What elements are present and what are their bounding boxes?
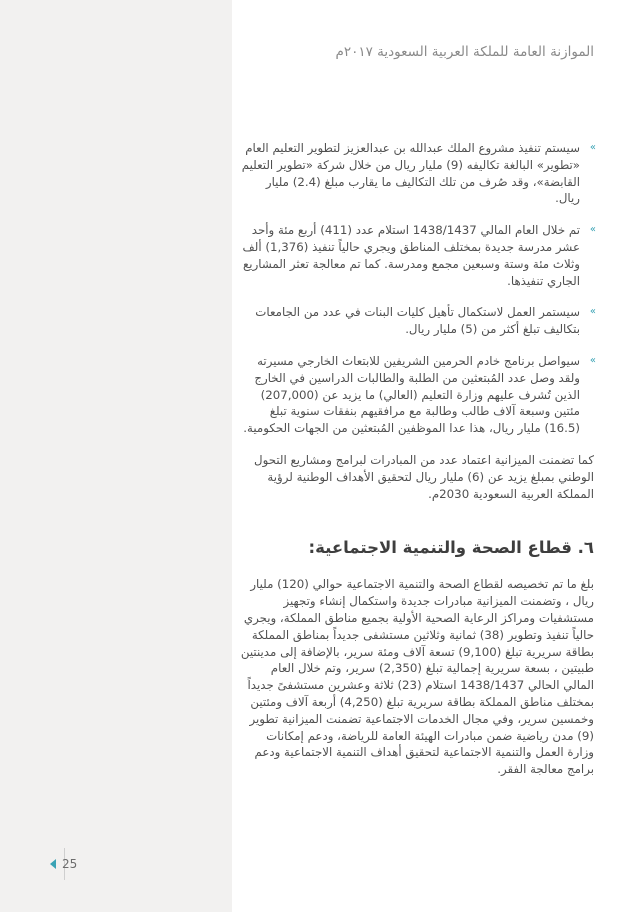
page-number: 25 [62,857,78,871]
left-margin-panel [0,0,232,912]
bullet-chevron-icon: » [589,224,596,236]
bullet-chevron-icon: » [589,306,596,318]
bullet-chevron-icon: » [589,142,596,153]
document-header-title: الموازنة العامة للملكة العربية السعودية ٢٠١٧م [335,44,594,60]
bullet-item [240,140,594,207]
bullet-item [240,304,594,338]
bullet-text: سيواصل برنامج خادم الحرمين الشريفين للابتعاث الخارجي مسيرته ولقد وصل عدد المُبتعثين من الطلبة والطالبات الدراسين في الخارج الذين تُشرف عليهم وزارة التعليم (العالي) ما يزيد عن (207,000) مئتين وسبعة آلاف طالب وطالبة مع مرافقيهم بنفقات سنوية تبلغ (16.5) مليار ريال، هذا عدا الموظفين المُبتعثين من الجهات الحكومية. [243,353,580,436]
bullet-chevron-icon: » [589,354,596,366]
page-number-area [50,857,77,871]
bullet-item [240,222,594,289]
section-heading: ٦. قطاع الصحة والتنمية الاجتماعية: [308,538,594,558]
national-transformation-paragraph: كما تضمنت الميزانية اعتماد عدد من المبادرات لبرامج ومشاريع التحول الوطني بمبلغ يزيد عن (6) مليار ريال لتحقيق الأهداف الوطنية لرؤية المملكة العربية السعودية 2030م. [254,452,594,501]
page-arrow-icon [50,859,56,869]
bullet-text: سيستمر العمل لاستكمال تأهيل كليات البنات في عدد من الجامعات بتكاليف تبلغ أكثر من (5) مليار ريال. [255,305,580,337]
bullet-item [240,353,594,437]
bullet-text: سيستم تنفيذ مشروع الملك عبدالله بن عبدالعزيز لتطوير التعليم العام «تطوير» البالغة تكاليفه (9) مليار ريال من خلال شركة «تطوير التعليم القابضة»، وقد صُرف من تلك التكاليف ما يقارب مبلغ (2.4) مليار ريال. [241,141,580,206]
section-body: بلغ ما تم تخصيصه لقطاع الصحة والتنمية الاجتماعية حوالي (120) مليار ريال ، وتضمنت الميزانية مبادرات جديدة واستكمال إنشاء وتجهيز مستشفيات ومراكز الرعاية الصحية الأولية بجميع مناطق المملكة، ويجري حالياً تنفيذ وتطوير (38) ثمانية وثلاثين مستشفى جديداً بمناطق المملكة بطاقة سريرية تبلغ (9,100) تسعة آلاف ومئة سرير، بالإضافة إلى مدينتين طبيتين ، بسعة سريرية إجمالية تبلغ (2,350) سرير، وتم خلال العام المالي الحالي 1438/1437 استلام (23) ثلاثة وعشرين مستشفىً جديداً بمختلف مناطق المملكة بطاقة سريرية تبلغ (4,250) أربعة آلاف ومئتين وخمسين سرير، وفي مجال الخدمات الاجتماعية تضمنت الميزانية تطوير (9) مدن رياضية ضمن مبادرات الهيئة العامة للرياضة، ودعم إمكانات وزارة العمل والتنمية الاجتماعية لتحقيق أهداف التنمية الاجتماعية ودعم برامج معالجة الفقر. [240,577,594,777]
main-content [240,140,594,778]
bullet-text: تم خلال العام المالي 1438/1437 استلام عدد (411) أربع مئة وأحد عشر مدرسة جديدة بمختلف المناطق ويجري حالياً تنفيذ (1,376) ألف وثلاث مئة وستة وسبعين مجمع ومدرسة. كما تم معالجة تعثر المشاريع الجاري تنفيذها. [242,223,580,288]
